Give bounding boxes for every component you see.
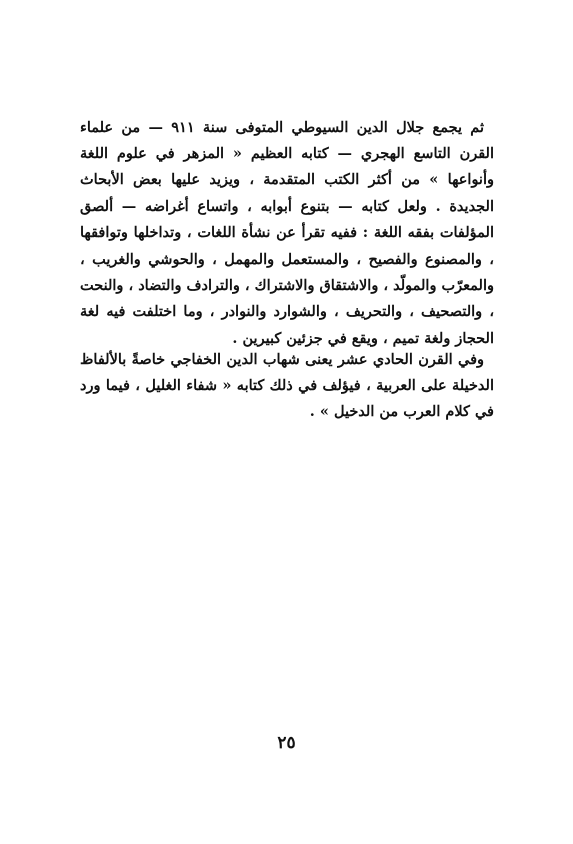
page-number: ٢٥ [277,733,296,753]
paragraph-suyuti-muzhir: ثم يجمع جلال الدين السيوطي المتوفى سنة ٩١١ — من علماء القرن التاسع الهجري — كتابه العظيم « المزهر في علوم اللغة وأنواعها » من أكثر الكتب المتقدمة ، ويزيد عليها بعض الأبحاث الجديدة . ولعل كتابه — بتنوع أبوابه ، واتساع أغراضه — ألصق المؤلفات بفقه اللغة : ففيه تقرأ عن نشأة اللغات ، وتداخلها وتوافقها ، والمصنوع والفصيح ، والمستعمل والمهمل ، والحوشي والغريب ، والمعرّب والمولّد ، والاشتقاق والاشتراك ، والترادف والتضاد ، والنحت ، والتصحيف ، والتحريف ، والشوارد والنوادر ، وما اختلفت فيه لغة الحجاز ولغة تميم ، ويقع في جزئين كبيرين . [80,118,494,347]
paragraph-khafaji-shifa: وفي القرن الحادي عشر يعنى شهاب الدين الخفاجي خاصةً بالألفاظ الدخيلة على العربية ، فيؤلف في ذلك كتابه « شفاء الغليل ، فيما ورد في كلام العرب من الدخيل » . [80,350,494,421]
